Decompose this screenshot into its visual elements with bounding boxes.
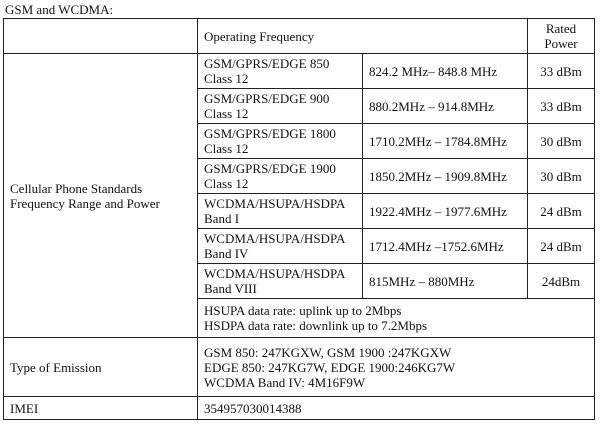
standard-cell: WCDMA/HSUPA/HSDPA Band I [198, 194, 363, 229]
standard-cell: GSM/GPRS/EDGE 1800 Class 12 [198, 124, 363, 159]
standard-cell: GSM/GPRS/EDGE 900 Class 12 [198, 89, 363, 124]
frequency-range-cell: 815MHz – 880MHz [363, 264, 528, 299]
header-operating-frequency: Operating Frequency [198, 19, 528, 54]
rated-power-cell: 33 dBm [528, 89, 595, 124]
data-rate-note: HSUPA data rate: uplink up to 2Mbps HSDPA data rate: downlink up to 7.2Mbps [198, 299, 595, 338]
frequency-range-cell: 1712.4MHz –1752.6MHz [363, 229, 528, 264]
frequency-range-cell: 1850.2MHz – 1909.8MHz [363, 159, 528, 194]
standard-cell: GSM/GPRS/EDGE 1900 Class 12 [198, 159, 363, 194]
frequency-range-cell: 1922.4MHz – 1977.6MHz [363, 194, 528, 229]
imei-row [4, 397, 595, 420]
table-header-row [4, 19, 595, 54]
rated-power-cell: 30 dBm [528, 124, 595, 159]
standard-cell: WCDMA/HSUPA/HSDPA Band VIII [198, 264, 363, 299]
rated-power-cell: 24dBm [528, 264, 595, 299]
rated-power-cell: 33 dBm [528, 54, 595, 89]
imei-label: IMEI [4, 397, 198, 420]
section-label-cellular: Cellular Phone Standards Frequency Range and Power [4, 54, 198, 338]
rated-power-cell: 24 dBm [528, 194, 595, 229]
page-heading: GSM and WCDMA: [5, 2, 114, 17]
emission-label: Type of Emission [4, 338, 198, 397]
emission-row [4, 338, 595, 397]
header-empty-cell [4, 19, 198, 54]
rated-power-cell: 24 dBm [528, 229, 595, 264]
rated-power-cell: 30 dBm [528, 159, 595, 194]
spec-table [3, 18, 595, 420]
frequency-range-cell: 880.2MHz – 914.8MHz [363, 89, 528, 124]
header-rated-power: Rated Power [528, 19, 595, 54]
imei-value: 354957030014388 [198, 397, 595, 420]
frequency-range-cell: 1710.2MHz – 1784.8MHz [363, 124, 528, 159]
emission-value: GSM 850: 247KGXW, GSM 1900 :247KGXW EDGE 850: 247KG7W, EDGE 1900:246KG7W WCDMA Band IV: 4M16F9W [198, 338, 595, 397]
frequency-range-cell: 824.2 MHz– 848.8 MHz [363, 54, 528, 89]
table-row [4, 54, 595, 89]
standard-cell: GSM/GPRS/EDGE 850 Class 12 [198, 54, 363, 89]
standard-cell: WCDMA/HSUPA/HSDPA Band IV [198, 229, 363, 264]
